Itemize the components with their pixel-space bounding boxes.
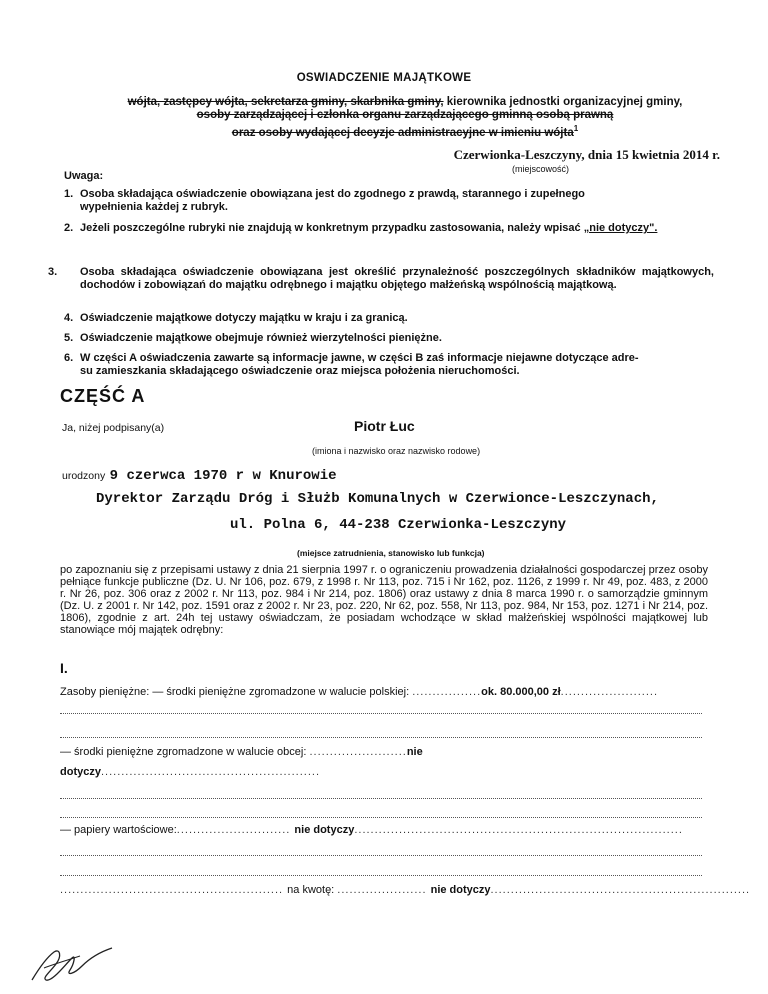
subtitle-struck-part-2: osoby zarządzającej i członka organu zarządzającego gminną osobą prawną bbox=[196, 109, 614, 121]
kwota-line: ....................................................... na kwotę: ...................... nie dotyczy................................................................ bbox=[60, 884, 751, 896]
note-1 bbox=[64, 188, 714, 214]
obca-label: — środki pieniężne zgromadzone w walucie obcej: bbox=[60, 746, 310, 758]
legal-text: po zapoznaniu się z przepisami ustawy z dnia 21 sierpnia 1997 r. o ograniczeniu prowadzenia działalności gospodarczej przez osoby pełniące funkcje publiczne (Dz. U. Nr 106, poz. 679, z 1998 r. Nr 113, poz. 715 i Nr 162, poz. 1126, z 1999 r. Nr 49, poz. 483, z 2000 r. Nr 26, poz. 306 oraz z 2002 r. Nr 113, poz. 984 i Nr 214, poz. 1806) oraz ustawy z dnia 8 marca 1990 r. o samorządzie gminnym (Dz. U. z 2001 r. Nr 142, poz. 1591 oraz z 2002 r. Nr 23, poz. 220, Nr 62, poz. 558, Nr 113, poz. 984, Nr 153, poz. 1271 i Nr 214, poz. 1806), zgodnie z art. 24h tej ustawy oświadczam, że posiadam wchodzące w skład małżeńskiej wspólności majątkowej lub stanowiące mój majątek odrębny: bbox=[60, 564, 708, 636]
note-number: 6. bbox=[64, 352, 74, 364]
subtitle-struck-part-1: wójta, zastępcy wójta, sekretarza gminy, skarbnika gminy, bbox=[127, 96, 444, 108]
note-text: Osoba składająca oświadczenie obowiązana jest określić przynależność poszczególnych składników majątkowych, dochodów i zobowiązań do majątku odrębnego i majątku objętego małżeńską wspólnością majątkową. bbox=[80, 266, 714, 291]
born-value: 9 czerwca 1970 r w Knurowie bbox=[109, 468, 337, 484]
document-title: OSWIADCZENIE MAJĄTKOWE bbox=[296, 72, 472, 84]
zasoby-line: Zasoby pieniężne: — środki pieniężne zgromadzone w walucie polskiej: .................ok. 80.000,00 zł........................ bbox=[60, 686, 659, 698]
note-number: 2. bbox=[64, 222, 74, 234]
note-4 bbox=[64, 312, 714, 325]
papiery-label: — papiery wartościowe: bbox=[60, 824, 177, 836]
subtitle-struck-part-3: oraz osoby wydającej decyzje administracyjne w imieniu wójta bbox=[231, 126, 574, 139]
name-caption: (imiona i nazwisko oraz nazwisko rodowe) bbox=[312, 446, 481, 456]
note-text: Oświadczenie majątkowe dotyczy majątku w kraju i za granicą. bbox=[80, 312, 408, 324]
part-a-heading: CZĘŚĆ A bbox=[60, 386, 146, 406]
obca-value-2: dotyczy bbox=[60, 766, 101, 778]
obca-value-1: nie bbox=[406, 746, 423, 758]
zasoby-label: Zasoby pieniężne: — środki pieniężne zgromadzone w walucie polskiej: bbox=[60, 686, 413, 698]
note-text: Jeżeli poszczególne rubryki nie znajdują w konkretnym przypadku zastosowania, należy wpisać bbox=[80, 222, 584, 234]
blank-dotted-line bbox=[60, 797, 702, 799]
birth-line bbox=[62, 466, 337, 484]
note-continuation: su zamieszkania składającego oświadczenie oraz miejsca położenia nieruchomości. bbox=[80, 365, 520, 377]
note-2 bbox=[64, 222, 714, 235]
note-number: 4. bbox=[64, 312, 74, 324]
signed-label: Ja, niżej podpisany(a) bbox=[62, 422, 165, 434]
born-label: urodzony bbox=[62, 470, 106, 482]
blank-dotted-line bbox=[60, 874, 702, 876]
obca-line: — środki pieniężne zgromadzone w walucie obcej: ........................nie bbox=[60, 746, 423, 758]
place-caption: (miejscowość) bbox=[512, 164, 570, 174]
papiery-line: — papiery wartościowe:............................ nie dotyczy................................................................................. bbox=[60, 824, 683, 836]
signed-name: Piotr Łuc bbox=[354, 418, 415, 434]
employer-caption: (miejsce zatrudnienia, stanowisko lub funkcja) bbox=[297, 548, 485, 558]
blank-dotted-line bbox=[60, 854, 702, 856]
subtitle-footnote-mark: 1 bbox=[573, 124, 579, 133]
blank-dotted-line bbox=[60, 816, 702, 818]
place-and-date: Czerwionka-Leszczyny, dnia 15 kwietnia 2014 r. bbox=[453, 147, 720, 162]
subtitle-kept-part: kierownika jednostki organizacyjnej gminy, bbox=[443, 96, 683, 108]
employer-line-1: Dyrektor Zarządu Dróg i Służb Komunalnych w Czerwionce-Leszczynach, bbox=[96, 491, 659, 507]
note-3 bbox=[48, 266, 714, 292]
obca-line-2: dotyczy...................................................... bbox=[60, 766, 321, 778]
note-text: W części A oświadczenia zawarte są informacje jawne, w części B zaś informacje niejawne dotyczące adre- bbox=[80, 352, 639, 364]
papiery-value: nie dotyczy bbox=[294, 824, 355, 836]
note-6 bbox=[64, 352, 714, 378]
note-text: Osoba składająca oświadczenie obowiązana jest do zgodnego z prawdą, starannego i zupełnego bbox=[80, 188, 585, 200]
signature-initials bbox=[24, 930, 124, 990]
employer-line-2: ul. Polna 6, 44-238 Czerwionka-Leszczyny bbox=[230, 517, 567, 533]
note-number: 5. bbox=[64, 332, 74, 344]
blank-dotted-line bbox=[60, 736, 702, 738]
uwaga-label: Uwaga: bbox=[64, 170, 104, 182]
kwota-label: na kwotę: bbox=[287, 884, 338, 896]
note-5 bbox=[64, 332, 714, 345]
document-subtitle bbox=[100, 96, 710, 140]
blank-dotted-line bbox=[60, 712, 702, 714]
note-continuation: wypełnienia każdej z rubryk. bbox=[80, 201, 228, 213]
note-highlight: „nie dotyczy". bbox=[583, 222, 658, 234]
kwota-value: nie dotyczy bbox=[430, 884, 491, 896]
note-text: Oświadczenie majątkowe obejmuje również wierzytelności pieniężne. bbox=[80, 332, 442, 344]
zasoby-value: ok. 80.000,00 zł bbox=[481, 686, 561, 698]
note-number: 3. bbox=[48, 266, 58, 278]
note-number: 1. bbox=[64, 188, 74, 200]
section-i-heading: I. bbox=[60, 660, 68, 676]
